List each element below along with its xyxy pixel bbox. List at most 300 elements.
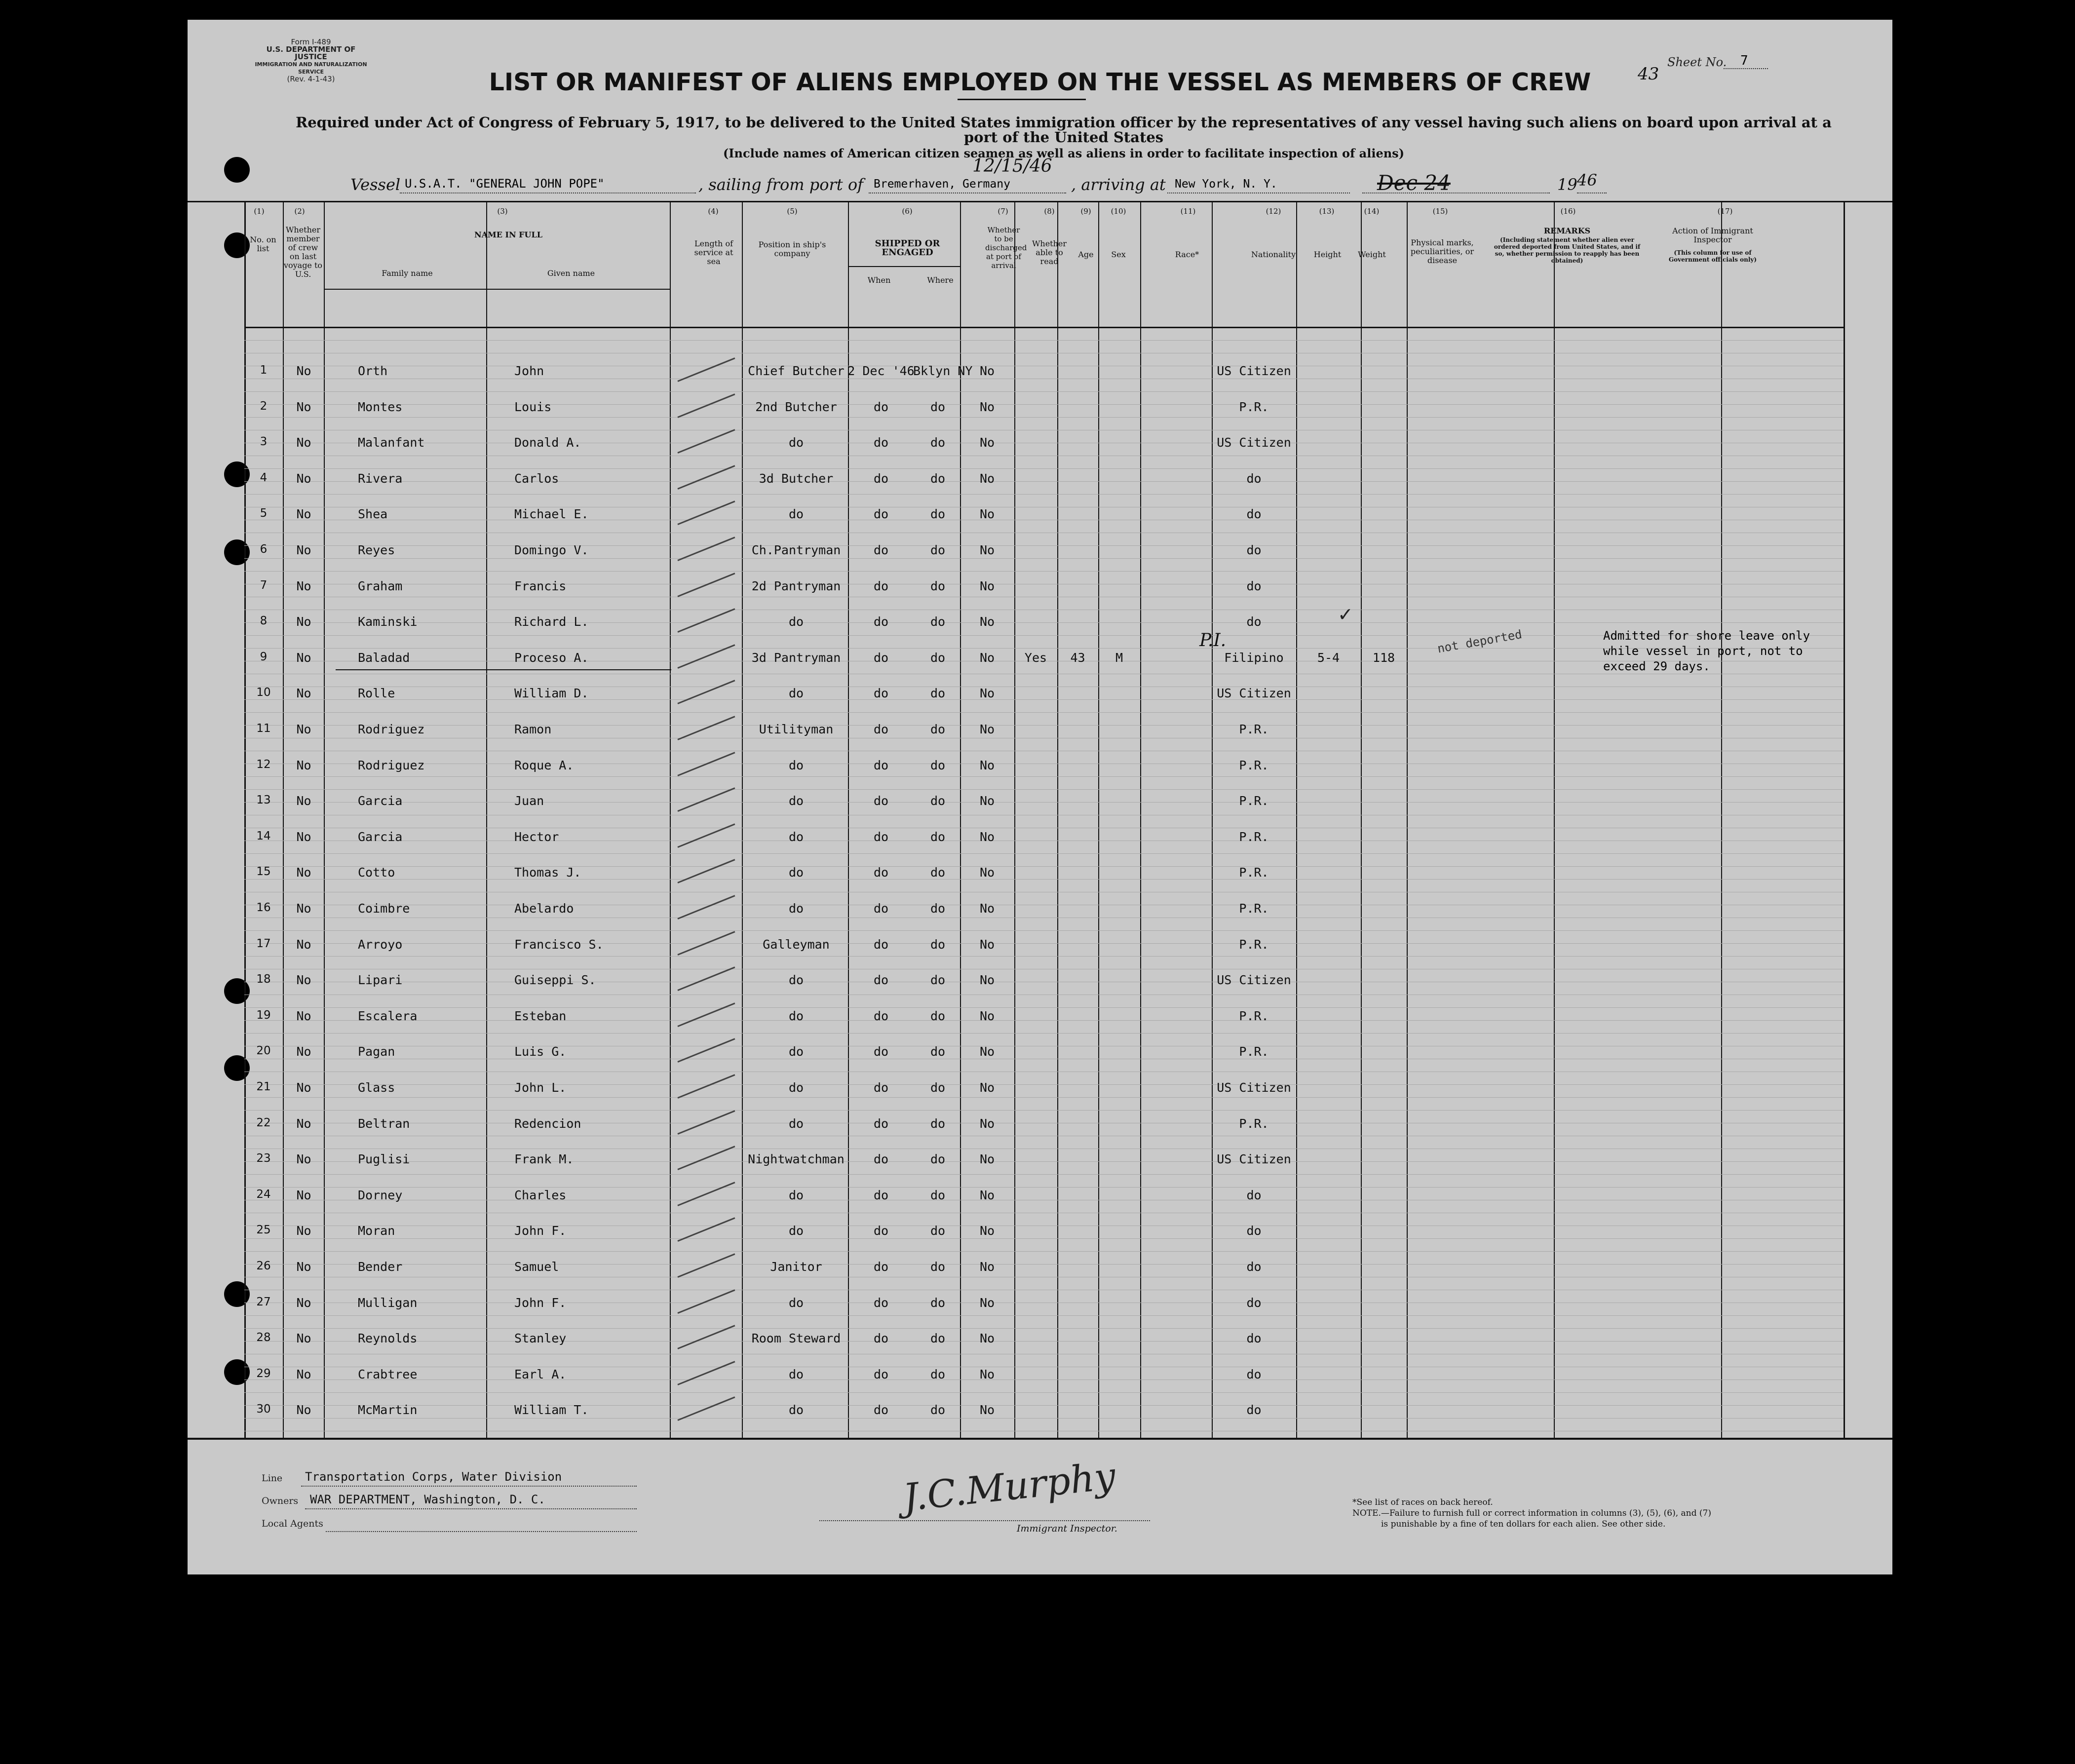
- discharged: No: [979, 1009, 995, 1023]
- discharged: No: [979, 1152, 995, 1166]
- service-slash-mark: [677, 680, 735, 704]
- crew-last-voyage: No: [296, 400, 311, 414]
- nationality: do: [1246, 543, 1262, 557]
- row-number: 10: [256, 686, 271, 699]
- colnum-6: (6): [902, 207, 913, 216]
- colnum-2: (2): [294, 207, 305, 216]
- column-divider: [1057, 201, 1058, 1438]
- service-slash-mark: [677, 393, 735, 418]
- column-divider: [742, 201, 743, 1438]
- family-name: Malanfant: [358, 435, 425, 450]
- given-name: Roque A.: [514, 758, 574, 772]
- service-slash-mark: [677, 752, 735, 776]
- service-slash-mark: [677, 823, 735, 848]
- col-family-header: Family name: [382, 268, 433, 278]
- crew-last-voyage: No: [296, 1403, 311, 1417]
- page-title: LIST OR MANIFEST OF ALIENS EMPLOYED ON THE VESSEL AS MEMBERS OF CREW: [489, 68, 1591, 96]
- column-divider: [1721, 201, 1722, 1438]
- position: Room Steward: [751, 1331, 841, 1345]
- crew-last-voyage: No: [296, 901, 311, 916]
- family-name: Puglisi: [358, 1152, 410, 1166]
- discharged: No: [979, 1116, 995, 1131]
- row-number: 1: [260, 364, 268, 377]
- service-slash-mark: [677, 608, 735, 633]
- nationality: do: [1246, 614, 1262, 629]
- row-number: 22: [256, 1116, 271, 1129]
- col-when-header: When: [867, 275, 891, 285]
- discharged: No: [979, 435, 995, 450]
- col-nationality-header: Nationality: [1251, 250, 1296, 259]
- ruled-line: [244, 1418, 1844, 1419]
- ruled-line: [244, 1110, 1844, 1111]
- nationality: Filipino: [1224, 651, 1284, 665]
- nationality: P.R.: [1239, 722, 1269, 736]
- row-number: 29: [256, 1367, 271, 1380]
- row9-remarks: [1603, 628, 1810, 674]
- position: Ch.Pantryman: [751, 543, 841, 557]
- shipped-when: do: [873, 400, 889, 414]
- shipped-when: do: [873, 901, 889, 916]
- col-position-header: Position in ship's company: [758, 240, 826, 258]
- shipped-when: do: [873, 1009, 889, 1023]
- given-name: Redencion: [514, 1116, 581, 1131]
- nationality: do: [1246, 471, 1262, 486]
- col-age-header: Age: [1078, 250, 1094, 259]
- ruled-line: [244, 776, 1844, 777]
- position: 2d Pantryman: [751, 579, 841, 593]
- service-slash-mark: [677, 716, 735, 740]
- name-subheader-divider: [324, 289, 670, 290]
- weight: 118: [1372, 651, 1395, 665]
- given-name: Francis: [514, 579, 567, 593]
- family-name: Reynolds: [358, 1331, 418, 1345]
- colnum-12: (12): [1266, 207, 1281, 216]
- discharged: No: [979, 1403, 995, 1417]
- position: do: [788, 1224, 804, 1238]
- given-name: Louis: [514, 400, 552, 414]
- position: do: [788, 901, 804, 916]
- remarks-line: exceed 29 days.: [1603, 659, 1710, 673]
- service-slash-mark: [677, 1182, 735, 1206]
- shipped-where: do: [930, 901, 946, 916]
- shipped-where: do: [930, 1009, 946, 1023]
- ruled-line: [244, 943, 1844, 944]
- given-name: Juan: [514, 794, 544, 808]
- given-name: Earl A.: [514, 1367, 567, 1381]
- shipped-when: do: [873, 471, 889, 486]
- crew-last-voyage: No: [296, 865, 311, 880]
- shipped-where: do: [930, 507, 946, 521]
- family-name: Shea: [358, 507, 388, 521]
- position: do: [788, 1080, 804, 1095]
- ruled-line: [244, 1264, 1844, 1265]
- shipped-where: do: [930, 1116, 946, 1131]
- service-slash-mark: [677, 1074, 735, 1099]
- colnum-4: (4): [708, 207, 719, 216]
- family-name: Arroyo: [358, 937, 403, 952]
- given-name: Abelardo: [514, 901, 574, 916]
- nationality: US Citizen: [1217, 435, 1291, 450]
- position: do: [788, 1116, 804, 1131]
- nationality: P.R.: [1239, 830, 1269, 844]
- shipped-where: do: [930, 1224, 946, 1238]
- height: 5-4: [1317, 651, 1340, 665]
- shipped-when: do: [873, 1080, 889, 1095]
- given-name: William D.: [514, 686, 589, 700]
- column-divider: [486, 201, 487, 1438]
- shipped-where: do: [930, 830, 946, 844]
- nationality: do: [1246, 1260, 1262, 1274]
- crew-last-voyage: No: [296, 686, 311, 700]
- ruled-line: [244, 930, 1844, 931]
- ruled-line: [244, 725, 1844, 726]
- discharged: No: [979, 579, 995, 593]
- given-name: Frank M.: [514, 1152, 574, 1166]
- col-discharged-header: Whether to be discharged at port of arrival: [985, 226, 1027, 270]
- ruled-line: [244, 1084, 1844, 1085]
- service-slash-mark: [677, 500, 735, 525]
- shipped-when: do: [873, 1224, 889, 1238]
- remarks-line: Admitted for shore leave only: [1603, 629, 1810, 643]
- ruled-line: [244, 1174, 1844, 1175]
- ruled-line: [244, 1341, 1844, 1342]
- discharged: No: [979, 1260, 995, 1274]
- shipped-where: do: [930, 1260, 946, 1274]
- col-given-header: Given name: [547, 268, 595, 278]
- ruled-line: [244, 866, 1844, 867]
- position: do: [788, 1044, 804, 1059]
- family-name: Dorney: [358, 1188, 403, 1202]
- fine-note-2: is punishable by a fine of ten dollars for each alien. See other side.: [1381, 1519, 1666, 1529]
- column-divider: [670, 201, 671, 1438]
- nationality: do: [1246, 1188, 1262, 1202]
- crew-last-voyage: No: [296, 973, 311, 987]
- shipped-when: do: [873, 937, 889, 952]
- shipped-where: do: [930, 1296, 946, 1310]
- ruled-line: [244, 545, 1844, 546]
- given-name: Richard L.: [514, 614, 589, 629]
- shipped-when: do: [873, 1367, 889, 1381]
- col-sex-header: Sex: [1111, 250, 1126, 259]
- family-name: Escalera: [358, 1009, 418, 1023]
- position: do: [788, 865, 804, 880]
- nationality: P.R.: [1239, 1009, 1269, 1023]
- given-name: Ramon: [514, 722, 552, 736]
- family-name: Rolle: [358, 686, 395, 700]
- position: 3d Pantryman: [751, 651, 841, 665]
- shipped-when: do: [873, 1260, 889, 1274]
- fine-note-1: NOTE.—Failure to furnish full or correct information in columns (3), (5), (6), and (7): [1352, 1508, 1711, 1518]
- ruled-line: [244, 1097, 1844, 1098]
- position: do: [788, 1367, 804, 1381]
- nationality: US Citizen: [1217, 1080, 1291, 1095]
- discharged: No: [979, 543, 995, 557]
- shipped-when: do: [873, 614, 889, 629]
- row-number: 6: [260, 543, 268, 556]
- shipped-when: do: [873, 1152, 889, 1166]
- col-name-header: NAME IN FULL: [474, 230, 542, 239]
- shipped-where: do: [930, 1403, 946, 1417]
- family-name: Beltran: [358, 1116, 410, 1131]
- shipped-where: do: [930, 1080, 946, 1095]
- service-slash-mark: [677, 537, 735, 561]
- given-name: Esteban: [514, 1009, 567, 1023]
- nationality: P.R.: [1239, 400, 1269, 414]
- family-name: McMartin: [358, 1403, 418, 1417]
- crew-last-voyage: No: [296, 651, 311, 665]
- family-name: Orth: [358, 364, 388, 378]
- shipped-when: do: [873, 830, 889, 844]
- position: do: [788, 686, 804, 700]
- nationality: do: [1246, 1367, 1262, 1381]
- given-name: John L.: [514, 1080, 567, 1095]
- column-divider: [1554, 201, 1555, 1438]
- discharged: No: [979, 400, 995, 414]
- column-divider: [960, 201, 961, 1438]
- family-name: Garcia: [358, 794, 403, 808]
- discharged: No: [979, 794, 995, 808]
- row-number: 11: [256, 722, 271, 735]
- crew-last-voyage: No: [296, 1188, 311, 1202]
- service-slash-mark: [677, 966, 735, 991]
- column-divider: [1361, 201, 1362, 1438]
- nationality: do: [1246, 1296, 1262, 1310]
- sailing-date: 12/15/46: [972, 156, 1052, 176]
- column-divider: [848, 201, 849, 1438]
- service-slash-mark: [677, 1289, 735, 1314]
- discharged: No: [979, 364, 995, 378]
- position: Nightwatchman: [748, 1152, 845, 1166]
- given-name: Domingo V.: [514, 543, 589, 557]
- column-divider: [244, 201, 246, 1438]
- family-name: Lipari: [358, 973, 403, 987]
- crew-last-voyage: No: [296, 435, 311, 450]
- row9-race-handwritten: P.I.: [1199, 630, 1227, 651]
- crew-last-voyage: No: [296, 579, 311, 593]
- column-divider: [1844, 201, 1845, 1438]
- discharged: No: [979, 507, 995, 521]
- discharged: No: [979, 651, 995, 665]
- discharged: No: [979, 758, 995, 772]
- shipped-where: do: [930, 543, 946, 557]
- ruled-line: [244, 558, 1844, 559]
- shipped-where: do: [930, 400, 946, 414]
- position: do: [788, 435, 804, 450]
- nationality: US Citizen: [1217, 364, 1291, 378]
- sex: M: [1115, 651, 1123, 665]
- remarks-line: while vessel in port, not to: [1603, 644, 1803, 658]
- shipped-where: do: [930, 614, 946, 629]
- col-height-header: Height: [1313, 250, 1342, 259]
- nationality: do: [1246, 1331, 1262, 1345]
- discharged: No: [979, 830, 995, 844]
- shipped-where: do: [930, 435, 946, 450]
- position: do: [788, 1009, 804, 1023]
- row-number: 26: [256, 1260, 271, 1272]
- sheet-label: Sheet No.: [1667, 55, 1727, 69]
- shipped-when: do: [873, 651, 889, 665]
- row-number: 15: [256, 865, 271, 878]
- shipped-where: do: [930, 651, 946, 665]
- shipped-where: do: [930, 722, 946, 736]
- family-name: Graham: [358, 579, 403, 593]
- arriving-port: New York, N. Y.: [1175, 178, 1277, 191]
- nationality: P.R.: [1239, 758, 1269, 772]
- crew-last-voyage: No: [296, 1367, 311, 1381]
- given-name: William T.: [514, 1403, 589, 1417]
- sheet-value: 7: [1740, 53, 1748, 68]
- colnum-8: (8): [1044, 207, 1055, 216]
- shipped-when: do: [873, 1296, 889, 1310]
- row9-underline: [336, 669, 671, 670]
- row-number: 25: [256, 1224, 271, 1236]
- sailing-port: Bremerhaven, Germany: [874, 178, 1010, 191]
- given-name: Charles: [514, 1188, 567, 1202]
- ruled-line: [244, 340, 1844, 341]
- ruled-line: [244, 1328, 1844, 1329]
- given-name: John: [514, 364, 544, 378]
- line-label: Line: [262, 1473, 283, 1484]
- crew-last-voyage: No: [296, 364, 311, 378]
- able-to-read: Yes: [1024, 651, 1047, 665]
- ruled-line: [244, 1007, 1844, 1008]
- family-name: Rivera: [358, 471, 403, 486]
- ruled-line: [244, 494, 1844, 495]
- shipped-where: do: [930, 973, 946, 987]
- shipped-when: do: [873, 1188, 889, 1202]
- ruled-line: [244, 1405, 1844, 1406]
- colnum-9: (9): [1080, 207, 1091, 216]
- discharged: No: [979, 1331, 995, 1345]
- colnum-5: (5): [787, 207, 798, 216]
- col-no-header: No. on list: [250, 235, 276, 253]
- arrival-date: Dec 24: [1377, 171, 1451, 195]
- service-slash-mark: [677, 895, 735, 920]
- given-name: Hector: [514, 830, 559, 844]
- shipped-when: do: [873, 579, 889, 593]
- row-number: 13: [256, 794, 271, 806]
- ruled-line: [244, 1187, 1844, 1188]
- position: do: [788, 758, 804, 772]
- column-divider: [1140, 201, 1141, 1438]
- family-name: Baladad: [358, 651, 410, 665]
- discharged: No: [979, 614, 995, 629]
- row-number: 28: [256, 1331, 271, 1344]
- family-name: Rodriguez: [358, 758, 425, 772]
- form-number: Form I-489: [291, 38, 331, 46]
- family-name: Kaminski: [358, 614, 418, 629]
- shipped-when: do: [873, 794, 889, 808]
- given-name: Proceso A.: [514, 651, 589, 665]
- given-name: John F.: [514, 1224, 567, 1238]
- column-divider: [1098, 201, 1099, 1438]
- crew-last-voyage: No: [296, 507, 311, 521]
- ruled-line: [244, 404, 1844, 405]
- header-bottom-border: [244, 327, 1844, 328]
- colnum-17: (17): [1717, 207, 1733, 216]
- colnum-11: (11): [1180, 207, 1196, 216]
- colnum-10: (10): [1111, 207, 1126, 216]
- crew-last-voyage: No: [296, 722, 311, 736]
- year-label: 19: [1557, 175, 1577, 194]
- column-divider: [1296, 201, 1297, 1438]
- shipped-when: do: [873, 543, 889, 557]
- discharged: No: [979, 686, 995, 700]
- colnum-16: (16): [1560, 207, 1576, 216]
- row-number: 2: [260, 400, 268, 413]
- col-shipped-header: SHIPPED OR ENGAGED: [875, 238, 940, 258]
- shipped-where: do: [930, 794, 946, 808]
- ruled-line: [244, 1020, 1844, 1021]
- position: 3d Butcher: [759, 471, 834, 486]
- crew-last-voyage: No: [296, 1044, 311, 1059]
- row-number: 14: [256, 830, 271, 843]
- discharged: No: [979, 973, 995, 987]
- shipped-where: do: [930, 865, 946, 880]
- nationality: do: [1246, 1403, 1262, 1417]
- line-value: Transportation Corps, Water Division: [305, 1470, 562, 1484]
- vessel-value: U.S.A.T. "GENERAL JOHN POPE": [405, 177, 605, 191]
- colnum-7: (7): [998, 207, 1008, 216]
- crew-last-voyage: No: [296, 830, 311, 844]
- ruled-line: [244, 481, 1844, 482]
- column-divider: [1407, 201, 1408, 1438]
- service-slash-mark: [677, 573, 735, 597]
- column-divider: [324, 201, 325, 1438]
- service-slash-mark: [677, 1146, 735, 1170]
- column-divider: [283, 201, 284, 1438]
- shipped-where: do: [930, 579, 946, 593]
- nationality: US Citizen: [1217, 686, 1291, 700]
- owners-value: WAR DEPARTMENT, Washington, D. C.: [310, 1493, 545, 1506]
- given-name: Carlos: [514, 471, 559, 486]
- crew-last-voyage: No: [296, 1260, 311, 1274]
- ruled-line: [244, 1238, 1844, 1239]
- crew-table: [188, 201, 1892, 1438]
- discharged: No: [979, 1296, 995, 1310]
- position: do: [788, 973, 804, 987]
- crew-last-voyage: No: [296, 1009, 311, 1023]
- discharged: No: [979, 1188, 995, 1202]
- shipped-when: do: [873, 758, 889, 772]
- discharged: No: [979, 865, 995, 880]
- row-number: 8: [260, 614, 268, 627]
- given-name: Michael E.: [514, 507, 589, 521]
- crew-last-voyage: No: [296, 471, 311, 486]
- service-line: IMMIGRATION AND NATURALIZATION SERVICE: [255, 61, 367, 75]
- row-number: 27: [256, 1296, 271, 1308]
- nationality: US Citizen: [1217, 1152, 1291, 1166]
- position: do: [788, 1403, 804, 1417]
- position: do: [788, 830, 804, 844]
- discharged: No: [979, 471, 995, 486]
- nationality: P.R.: [1239, 937, 1269, 952]
- colnum-15: (15): [1432, 207, 1448, 216]
- position: do: [788, 1296, 804, 1310]
- agents-label: Local Agents: [262, 1518, 323, 1529]
- row-number: 7: [260, 579, 268, 592]
- shipped-where: do: [930, 471, 946, 486]
- crew-last-voyage: No: [296, 1152, 311, 1166]
- shipped-when: do: [873, 435, 889, 450]
- ruled-line: [244, 1315, 1844, 1316]
- shipped-subheader-divider: [848, 266, 960, 267]
- shipped-where: do: [930, 686, 946, 700]
- ruled-line: [244, 802, 1844, 803]
- col-read-header: Whether able to read: [1032, 239, 1067, 266]
- colnum-13: (13): [1319, 207, 1335, 216]
- crew-last-voyage: No: [296, 1331, 311, 1345]
